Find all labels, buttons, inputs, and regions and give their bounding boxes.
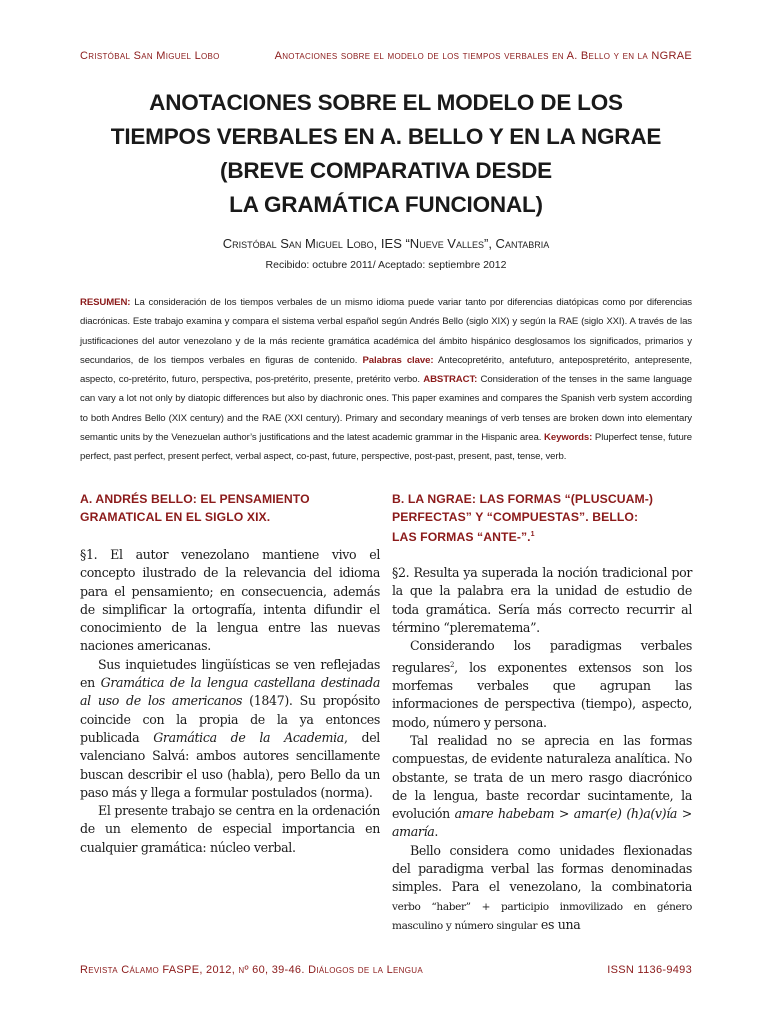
title-line: ANOTACIONES SOBRE EL MODELO DE LOS xyxy=(149,90,623,115)
paragraph xyxy=(392,842,692,935)
heading-line: A. ANDRÉS BELLO: EL PENSAMIENTO xyxy=(80,492,310,506)
text-run: Tal realidad no se aprecia en las formas compuestas, de evidente naturaleza analítica. No obstante, se trata de un mero rasgo diacrónico de la lengua, baste recordar sucintamente, la evolución xyxy=(392,732,692,822)
paragraph xyxy=(392,732,692,842)
keywords-label: Keywords: xyxy=(544,432,593,444)
heading-line xyxy=(392,526,692,546)
title-line: TIEMPOS VERBALES EN A. BELLO Y EN LA NGRAE xyxy=(110,124,662,149)
title-line: LA GRAMÁTICA FUNCIONAL) xyxy=(229,192,543,217)
text-run: (1847). Su propósito coincide con la propia de la ya entonces publicada xyxy=(80,693,380,745)
abstract-label: ABSTRACT: xyxy=(423,374,478,386)
paragraph: El presente trabajo se centra en la ordenación de un elemento de especial importancia en cualquier gramática: núcleo verbal. xyxy=(80,803,380,855)
text-run: , del valenciano Salvá: ambos autores sencillamente buscan describir el uso (habla), pero Bello da un paso más y llega a formular postulados (norma). xyxy=(80,729,380,800)
author-affiliation: Cristóbal San Miguel Lobo, IES “Nueve Valles”, Cantabria xyxy=(222,236,550,251)
resumen-text: La consideración de los tiempos verbales de un mismo idioma puede variar tanto por diferencias diatópicas como por diferencias diacrónicas. Este trabajo examina y compara el sistema verbal español según Andrés Bello (siglo XIX) y según la RAE (siglo XXI). A través de las justificaciones del autor venezolano y de la más reciente gramática académica del ámbito hispánico desglosamos los significados, primarios y secundarios, de los tiempos verbales en figuras de contenido. xyxy=(80,297,692,366)
section-a-heading xyxy=(80,490,380,526)
paragraph: §2. Resulta ya superada la noción tradicional por la que la palabra era la unidad de estudio de toda gramática. Sería más correcto recurrir al término “plerematema”. xyxy=(392,565,692,635)
section-b-heading xyxy=(392,490,692,546)
abstract-text: Consideration of the tenses in the same language can vary a lot not only by diatopic differences but also by diachronic ones. This paper examines and compares the Spanish verb system according to both Andres Bello (XIX century) and the RAE (XXI century). Primary and secondary meanings of verb tenses are broken down into elementary semantic units by the Venezuelan author’s justifications and the latest academic grammar in the Hispanic area. xyxy=(80,374,692,444)
issn: ISSN 1136-9493 xyxy=(607,964,692,976)
book-title: Gramática de la Academia xyxy=(153,729,344,745)
title-line: (BREVE COMPARATIVA DESDE xyxy=(220,158,552,183)
resumen-label: RESUMEN: xyxy=(80,297,131,308)
footnote-marker: 2 xyxy=(449,660,455,669)
text-run: . xyxy=(434,824,439,840)
running-head-title: Anotaciones sobre el modelo de los tiempos verbales en A. Bello y en la NGRAE xyxy=(274,50,692,62)
text-run: Considerando los paradigmas verbales regulares xyxy=(392,638,692,675)
paragraph: §1. El autor venezolano mantiene vivo el concepto ilustrado de la relevancia del idioma para el pensamiento; en consecuencia, además de simplificar la ortografía, intenta difundir el conocimiento de la lengua entre las nuevas naciones americanas. xyxy=(80,547,380,654)
left-column xyxy=(80,490,380,857)
page-footer xyxy=(80,964,692,976)
text-run: , los exponentes extensos son los morfemas verbales que agrupan las informaciones de perspectiva (tiempo), aspecto, modo, número y persona. xyxy=(392,659,692,730)
journal-citation: Revista Cálamo FASPE, 2012, nº 60, 39-46. Diálogos de la Lengua xyxy=(80,964,423,976)
paragraph xyxy=(392,637,692,732)
footnote-marker: 1 xyxy=(530,531,535,538)
received-accepted-dates: Recibido: octubre 2011/ Aceptado: septiembre 2012 xyxy=(265,259,507,271)
heading-text: LAS FORMAS “ANTE-”. xyxy=(392,530,531,545)
text-run: Bello considera como unidades flexionadas del paradigma verbal las formas denominadas simples. Para el venezolano, la combinatoria xyxy=(392,842,692,895)
text-run: es una xyxy=(537,916,581,932)
paragraph xyxy=(80,656,380,802)
running-head-author: Cristóbal San Miguel Lobo xyxy=(80,50,220,62)
latin-example: amare habebam > amar(e) (h)a(v)ía > amaría xyxy=(392,806,692,840)
keywords-text: Pluperfect tense, future perfect, past perfect, present perfect, verbal aspect, co-past, future, perspective, post-past, present, past, tense, verb. xyxy=(80,432,693,463)
article-title xyxy=(80,86,692,222)
abstract-block xyxy=(80,293,692,467)
section-b-body xyxy=(392,564,692,935)
heading-line: PERFECTAS” Y “COMPUESTAS”. BELLO: xyxy=(392,510,639,524)
right-column xyxy=(392,490,692,935)
text-run: Sus inquietudes lingüísticas se ven reflejadas en xyxy=(80,656,380,691)
palabras-clave-label: Palabras clave: xyxy=(362,354,434,366)
running-head xyxy=(80,50,692,62)
text-run: verbo “haber” + participio inmovilizado en género masculino y número singular xyxy=(392,900,692,932)
heading-line: GRAMATICAL EN EL SIGLO XIX. xyxy=(80,510,271,524)
palabras-clave-text: Antecopretérito, antefuturo, antepospretérito, antepresente, aspecto, co-pretérito, futuro, perspectiva, pos-pretérito, presente, pretérito verbo. xyxy=(80,354,692,386)
section-a-body xyxy=(80,546,380,857)
book-title: Gramática de la lengua castellana destinada al uso de los americanos xyxy=(80,675,380,709)
heading-line: B. LA NGRAE: LAS FORMAS “(PLUSCUAM-) xyxy=(392,492,654,506)
